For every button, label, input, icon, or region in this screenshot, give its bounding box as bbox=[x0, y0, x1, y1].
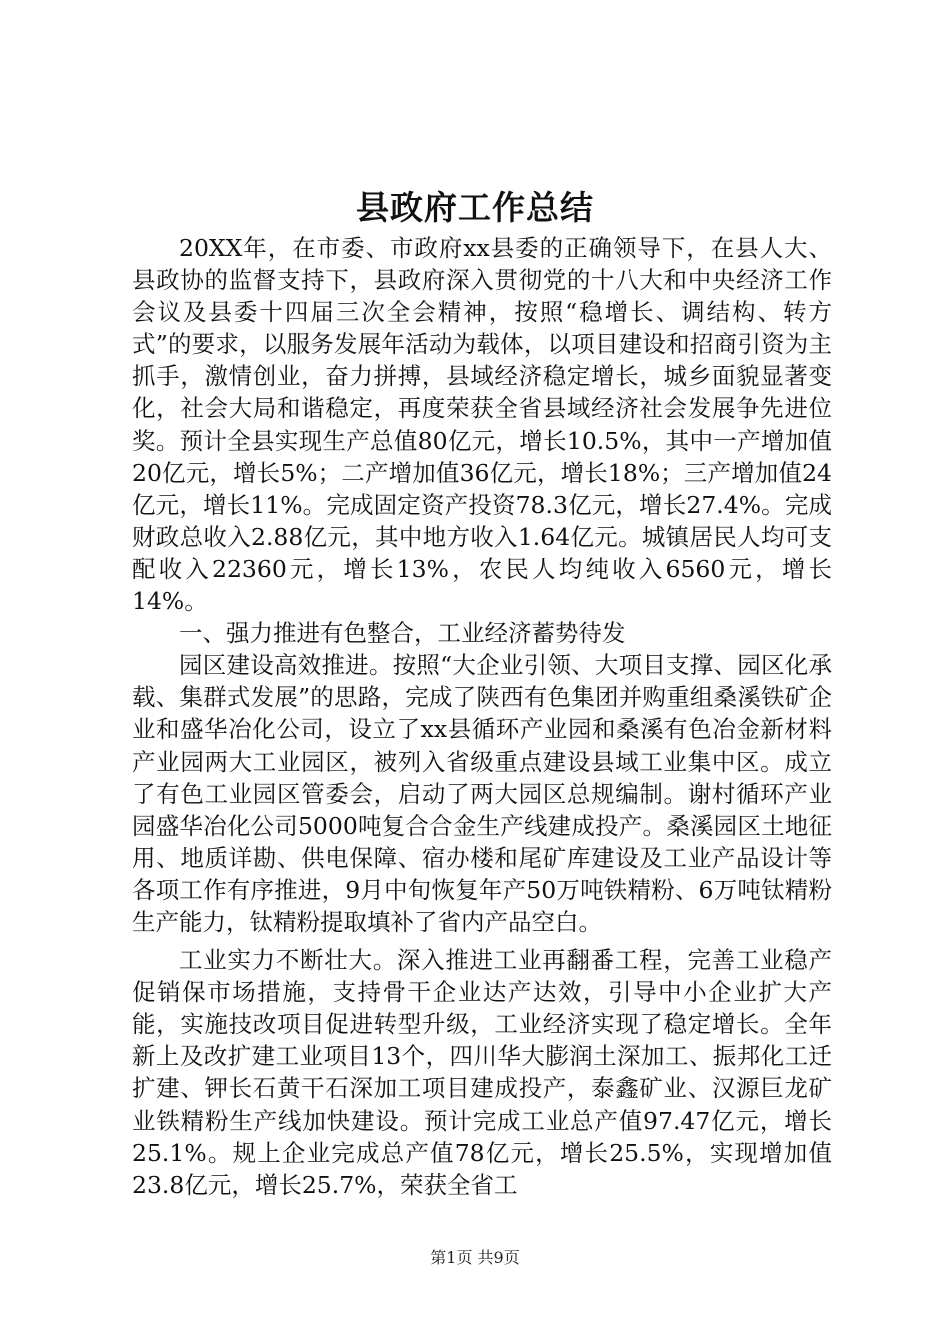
section-heading: 一、强力推进有色整合，工业经济蓄势待发 bbox=[179, 619, 626, 648]
industrial-strength-paragraph: 工业实力不断壮大。深入推进工业再翻番工程，完善工业稳产促销保市场措施，支持骨干企业达产达效，引导中小企业扩大产能，实施技改项目促进转型升级，工业经济实现了稳定增长。全年新上及改扩建工业项目13个，四川华大膨润土深加工、振邦化工迁扩建、钾长石黄干石深加工项目建成投产，泰鑫矿业、汉源巨龙矿业铁精粉生产线加快建设。预计完成工业总产值97.47亿元，增长25.1%。规上企业完成总产值78亿元，增长25.5%，实现增加值23.8亿元，增长25.7%，荣获全省工 bbox=[132, 946, 832, 1199]
intro-paragraph: 20XX年，在市委、市政府xx县委的正确领导下，在县人大、县政协的监督支持下，县政府深入贯彻党的十八大和中央经济工作会议及县委十四届三次全会精神，按照“稳增长、调结构、转方式”的要求，以服务发展年活动为载体，以项目建设和招商引资为主抓手，激情创业，奋力拼搏，县域经济稳定增长，城乡面貌显著变化，社会大局和谐稳定，再度荣获全省县域经济社会发展争先进位奖。预计全县实现生产总值80亿元，增长10.5%，其中一产增加值20亿元，增长5%；二产增加值36亿元，增长18%；三产增加值24亿元，增长11%。完成固定资产投资78.3亿元，增长27.4%。完成财政总收入2.88亿元，其中地方收入1.64亿元。城镇居民人均可支配收入22360元，增长13%，农民人均纯收入6560元，增长14%。 bbox=[132, 234, 832, 616]
document-title: 县政府工作总结 bbox=[356, 188, 594, 227]
document-body bbox=[132, 232, 832, 1201]
page-footer: 第1页 共9页 bbox=[430, 1248, 520, 1267]
park-construction-paragraph: 园区建设高效推进。按照“大企业引领、大项目支撑、园区化承载、集群式发展”的思路，完成了陕西有色集团并购重组桑溪铁矿企业和盛华冶化公司，设立了xx县循环产业园和桑溪有色冶金新材料产业园两大工业园区，被列入省级重点建设县域工业集中区。成立了有色工业园区管委会，启动了两大园区总规编制。谢村循环产业园盛华冶化公司5000吨复合合金生产线建成投产。桑溪园区土地征用、地质详勘、供电保障、宿办楼和尾矿库建设及工业产品设计等各项工作有序推进，9月中旬恢复年产50万吨铁精粉、6万吨钛精粉生产能力，钛精粉提取填补了省内产品空白。 bbox=[132, 651, 832, 936]
